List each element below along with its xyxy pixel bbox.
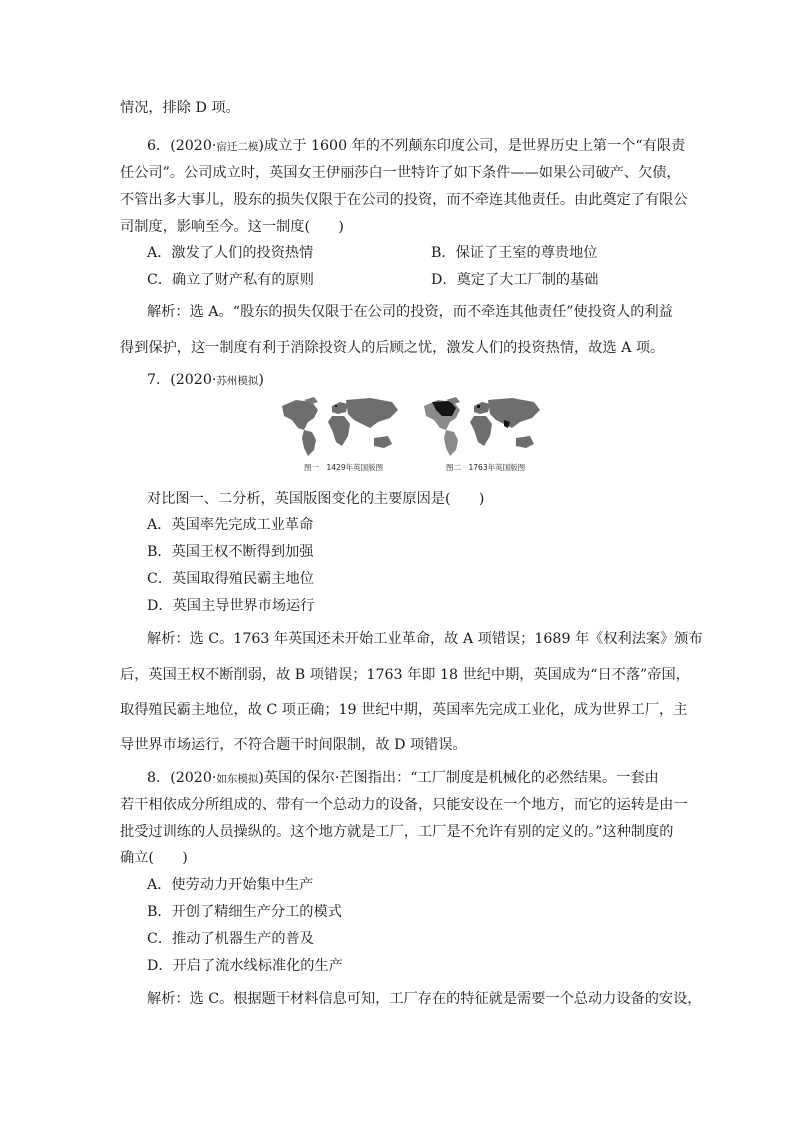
question-6-analysis-1: 解析：选 A。“股东的损失仅限于在公司的投资，而不牵连其他责任”使投资人的利益	[147, 304, 673, 320]
question-6-analysis-2: 得到保护，这一制度有利于消除投资人的后顾之忧，激发人们的投资热情，故选 A 项。	[120, 340, 665, 356]
question-6-line-2: 任公司”。公司成立时，英国女王伊丽莎白一世特许了如下条件——如果公司破产、欠债，	[120, 165, 681, 181]
question-6-line-1	[147, 136, 685, 157]
question-8-option-c[interactable]: C．推动了机器生产的普及	[147, 931, 314, 947]
question-7-analysis-1: 解析：选 C。1763 年英国还未开始工业革命，故 A 项错误；1689 年《权利法案》颁布	[147, 631, 703, 647]
map-caption-2: 图二 1763年英国版图	[446, 463, 526, 472]
question-year: (2020·	[170, 138, 217, 154]
question-7-option-b[interactable]: B．英国王权不断得到加强	[147, 544, 314, 560]
question-year: (2020·	[170, 770, 217, 786]
map-caption-1: 图一 1429年英国版图	[304, 463, 384, 472]
map-1763	[416, 394, 546, 460]
question-6-option-d[interactable]: D．奠定了大工厂制的基础	[431, 272, 599, 288]
question-7-analysis-2: 后，英国王权不断削弱，故 B 项错误；1763 年即 18 世纪中期，英国成为“日不落”帝国，	[120, 667, 690, 683]
question-source: 如东模拟	[216, 773, 259, 785]
question-8-option-b[interactable]: B．开创了精细生产分工的模式	[147, 904, 342, 920]
world-map-1429-image	[274, 394, 404, 460]
question-8-line-2: 若干相依成分所组成的、带有一个总动力的设备，只能安设在一个地方，而它的运转是由一	[120, 797, 688, 813]
question-7-line-1	[147, 370, 264, 391]
question-source-close: )	[258, 138, 264, 154]
question-source: 苏州模拟	[216, 375, 259, 387]
question-number: 7．(2020·	[147, 372, 217, 388]
question-text: 英国的保尔·芒图指出：“工厂制度是机械化的必然结果。一套由	[263, 770, 659, 786]
question-6-option-b[interactable]: B．保证了王室的尊贵地位	[431, 245, 598, 261]
map-figure	[274, 394, 546, 480]
question-6-option-a[interactable]: A．激发了人们的投资热情	[147, 245, 314, 261]
question-7-analysis-3: 取得殖民霸主地位，故 C 项正确；19 世纪中期，英国率先完成工业化，成为世界工厂，主	[120, 702, 688, 718]
question-8-option-a[interactable]: A．使劳动力开始集中生产	[147, 877, 314, 893]
question-8-line-4: 确立( )	[120, 850, 188, 866]
question-6-line-4: 司制度，影响至今。这一制度( )	[120, 219, 344, 235]
question-7-option-d[interactable]: D．英国主导世界市场运行	[147, 598, 315, 614]
question-6-option-c[interactable]: C．确立了财产私有的原则	[147, 272, 314, 288]
question-8-line-1	[147, 768, 659, 789]
question-6-line-3: 不管出多大事儿，股东的损失仅限于在公司的投资，而不牵连其他责任。由此奠定了有限公	[120, 192, 688, 208]
question-8-option-d[interactable]: D．开启了流水线标准化的生产	[147, 958, 343, 974]
question-number: 8．	[147, 770, 171, 786]
question-source-close: )	[258, 372, 264, 388]
question-7-option-c[interactable]: C．英国取得殖民霸主地位	[147, 571, 314, 587]
question-source-close: )	[258, 770, 264, 786]
intro-text: 情况，排除 D 项。	[120, 100, 240, 116]
question-8-analysis-1: 解析：选 C。根据题干材料信息可知，工厂存在的特征就是需要一个总动力设备的安设，	[147, 991, 702, 1007]
question-8-line-3: 批受过训练的人员操纵的。这个地方就是工厂，工厂是不允许有别的定义的。”这种制度的	[120, 824, 674, 840]
question-source: 宿迁二模	[216, 141, 259, 153]
map-1429	[274, 394, 404, 460]
question-7-stem: 对比图一、二分析，英国版图变化的主要原因是( )	[147, 491, 485, 507]
question-7-analysis-4: 导世界市场运行，不符合题干时间限制，故 D 项错误。	[120, 737, 467, 753]
question-number: 6．	[147, 138, 171, 154]
question-text: 成立于 1600 年的不列颠东印度公司，是世界历史上第一个“有限责	[263, 138, 686, 154]
question-7-option-a[interactable]: A．英国率先完成工业革命	[147, 517, 314, 533]
world-map-1763-image	[416, 394, 546, 460]
